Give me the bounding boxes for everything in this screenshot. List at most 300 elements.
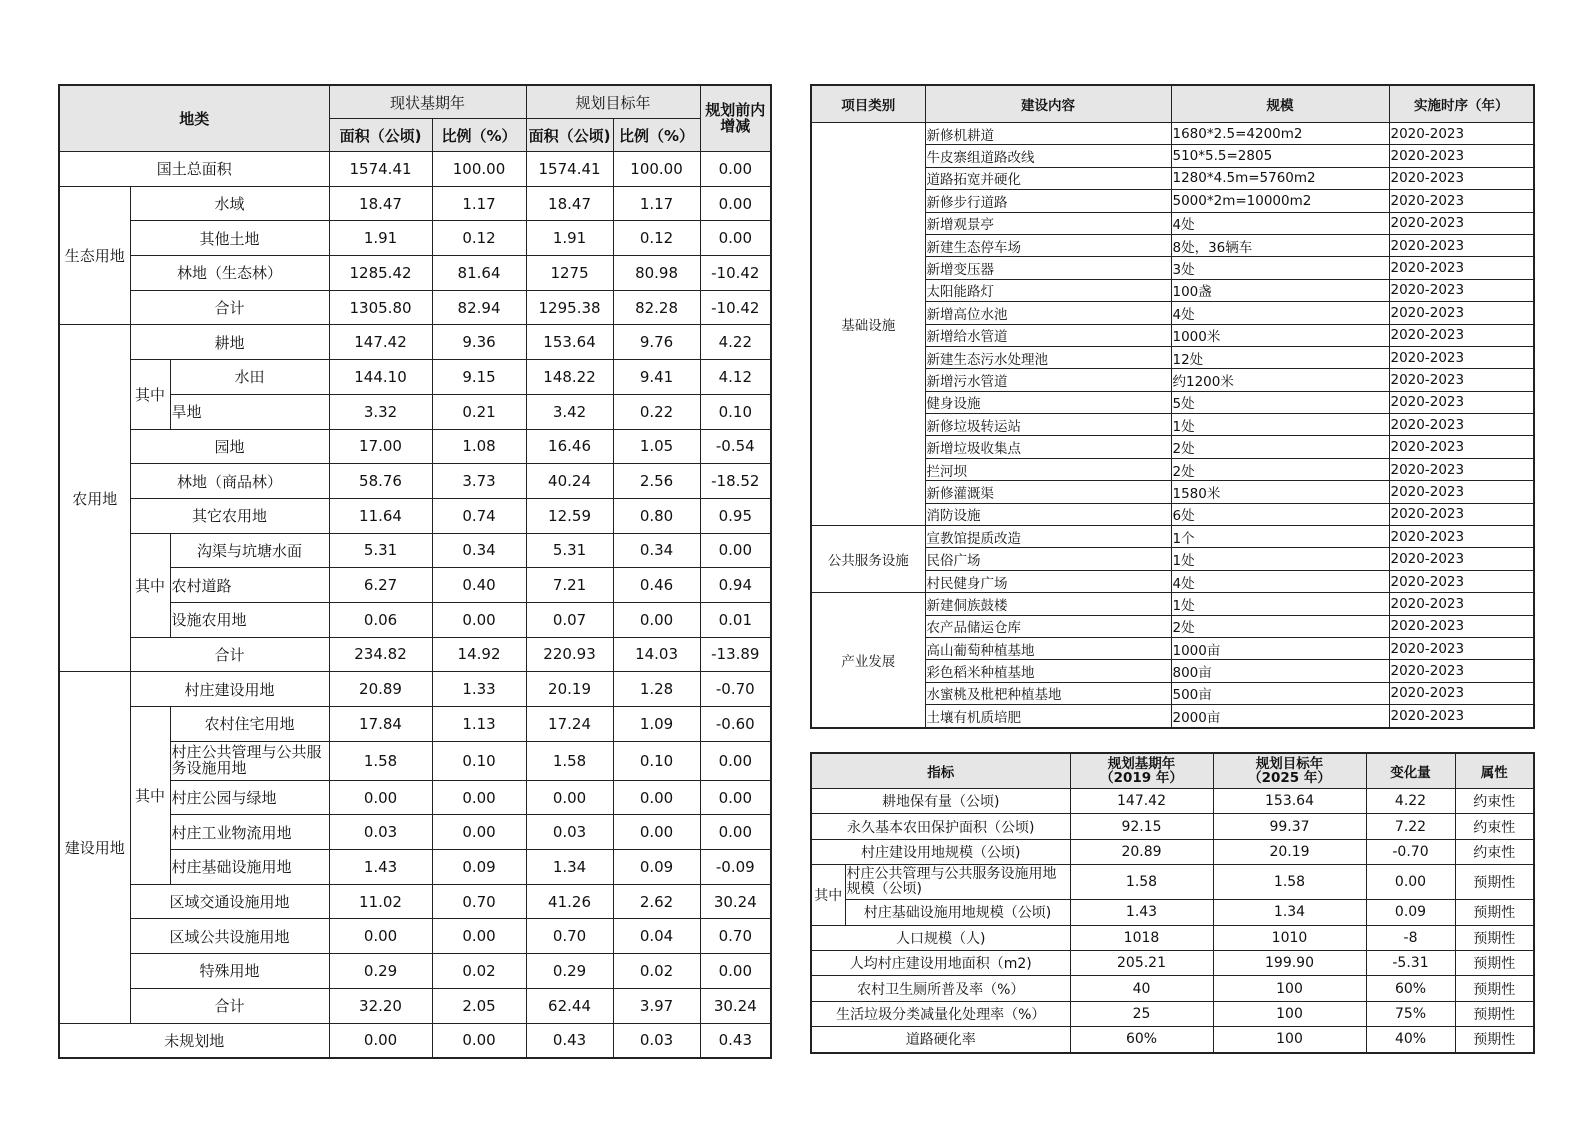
- project-content: 新修垃圾转运站: [925, 414, 1171, 436]
- cell: -10.42: [700, 256, 771, 291]
- project-schedule: 2020-2023: [1389, 436, 1534, 458]
- project-schedule: 2020-2023: [1389, 212, 1534, 234]
- cell: 0.21: [432, 394, 526, 429]
- row-label: 村庄建设用地: [130, 672, 329, 707]
- row-label: 农村住宅用地: [170, 707, 329, 742]
- project-scale: 1个: [1171, 526, 1389, 548]
- project-category-header: 项目类别: [811, 85, 925, 123]
- project-scale: 500亩: [1171, 682, 1389, 704]
- attribute-value: 预期性: [1455, 900, 1534, 925]
- project-schedule: 2020-2023: [1389, 346, 1534, 368]
- cell: 0.02: [613, 954, 700, 989]
- cell: 1.33: [432, 672, 526, 707]
- change-value: -5.31: [1366, 950, 1455, 975]
- project-content: 新增给水管道: [925, 324, 1171, 346]
- cell: 0.00: [526, 780, 613, 815]
- project-content: 新建生态污水处理池: [925, 346, 1171, 368]
- target-year-line1: 规划目标年: [1255, 755, 1324, 772]
- project-schedule: 2020-2023: [1389, 167, 1534, 189]
- indicator-label: 永久基本农田保护面积（公顷): [811, 814, 1070, 839]
- project-schedule: 2020-2023: [1389, 660, 1534, 682]
- table-row: [59, 221, 771, 256]
- cell: 81.64: [432, 256, 526, 291]
- cell: 0.00: [700, 186, 771, 221]
- cell: 9.76: [613, 325, 700, 360]
- project-content: 宣教馆提质改造: [925, 526, 1171, 548]
- project-content: 高山葡萄种植基地: [925, 637, 1171, 659]
- change-value: 60%: [1366, 976, 1455, 1001]
- indicator-row: [811, 1027, 1534, 1053]
- row-label: 水域: [130, 186, 329, 221]
- area-header: 面积（公顷): [329, 119, 432, 152]
- project-schedule: 2020-2023: [1389, 503, 1534, 525]
- cell: 1.09: [613, 707, 700, 742]
- cell: 0.00: [432, 780, 526, 815]
- project-schedule: 2020-2023: [1389, 302, 1534, 324]
- cell: 0.00: [432, 919, 526, 954]
- group-label: 生态用地: [59, 186, 130, 325]
- project-content: 新增垃圾收集点: [925, 436, 1171, 458]
- cell: 0.10: [432, 741, 526, 780]
- table-row: [59, 429, 771, 464]
- cell: -0.60: [700, 707, 771, 742]
- project-scale: 1280*4.5m=5760m2: [1171, 167, 1389, 189]
- cell: 3.32: [329, 394, 432, 429]
- indicator-label: 道路硬化率: [811, 1027, 1070, 1053]
- table-row: [59, 672, 771, 707]
- cell: 0.00: [329, 1023, 432, 1058]
- cell: 0.03: [613, 1023, 700, 1058]
- table-row: [59, 707, 771, 742]
- group-label: 建设用地: [59, 672, 130, 1023]
- project-schedule: 2020-2023: [1389, 615, 1534, 637]
- category-header: 地类: [59, 85, 329, 152]
- cell: 62.44: [526, 988, 613, 1023]
- table-row: [59, 533, 771, 568]
- cell: 58.76: [329, 464, 432, 499]
- content-header: 建设内容: [925, 85, 1171, 123]
- target-value: 99.37: [1213, 814, 1366, 839]
- change-value: 7.22: [1366, 814, 1455, 839]
- project-scale: 2处: [1171, 436, 1389, 458]
- scale-header: 规模: [1171, 85, 1389, 123]
- indicator-label: 生活垃圾分类减量化处理率（%）: [811, 1001, 1070, 1026]
- table-row: [59, 988, 771, 1023]
- indicator-label: 村庄公共管理与公共服务设施用地规模（公顷): [845, 865, 1070, 900]
- cell: 30.24: [700, 884, 771, 919]
- table-row: [59, 498, 771, 533]
- cell: 80.98: [613, 256, 700, 291]
- target-year-header: [1213, 753, 1366, 789]
- change-value: 4.22: [1366, 789, 1455, 814]
- project-content: 彩色稻米种植基地: [925, 660, 1171, 682]
- project-content: 村民健身广场: [925, 570, 1171, 592]
- cell: 0.12: [613, 221, 700, 256]
- cell: 0.12: [432, 221, 526, 256]
- cell: 1.91: [526, 221, 613, 256]
- project-scale: 5000*2m=10000m2: [1171, 190, 1389, 212]
- row-label: 水田: [170, 360, 329, 395]
- project-content: 水蜜桃及枇杷种植基地: [925, 682, 1171, 704]
- cell: 100.00: [613, 152, 700, 187]
- change-value: 40%: [1366, 1027, 1455, 1053]
- project-content: 新增观景亭: [925, 212, 1171, 234]
- cell: 0.00: [432, 602, 526, 637]
- cell: 2.62: [613, 884, 700, 919]
- among-label: 其中: [130, 707, 170, 885]
- cell: 148.22: [526, 360, 613, 395]
- attribute-value: 预期性: [1455, 1001, 1534, 1026]
- change-value: 0.09: [1366, 900, 1455, 925]
- attribute-value: 约束性: [1455, 839, 1534, 864]
- cell: 1574.41: [526, 152, 613, 187]
- target-value: 20.19: [1213, 839, 1366, 864]
- cell: 153.64: [526, 325, 613, 360]
- target-value: 100: [1213, 976, 1366, 1001]
- row-label: 村庄工业物流用地: [170, 815, 329, 850]
- row-label: 其他土地: [130, 221, 329, 256]
- target-value: 1.34: [1213, 900, 1366, 925]
- cell: 6.27: [329, 568, 432, 603]
- cell: 11.02: [329, 884, 432, 919]
- project-content: 新修灌溉渠: [925, 481, 1171, 503]
- project-schedule: 2020-2023: [1389, 548, 1534, 570]
- project-scale: 8处，36辆车: [1171, 234, 1389, 256]
- project-content: 道路拓宽并硬化: [925, 167, 1171, 189]
- project-scale: 1680*2.5=4200m2: [1171, 123, 1389, 145]
- cell: 0.00: [613, 602, 700, 637]
- row-label: 未规划地: [59, 1023, 329, 1058]
- project-scale: 5处: [1171, 391, 1389, 413]
- base-value: 147.42: [1070, 789, 1213, 814]
- project-schedule: 2020-2023: [1389, 414, 1534, 436]
- project-content: 农产品储运仓库: [925, 615, 1171, 637]
- project-scale: 6处: [1171, 503, 1389, 525]
- row-label: 村庄公共管理与公共服务设施用地: [170, 741, 329, 780]
- project-scale: 1处: [1171, 548, 1389, 570]
- base-value: 20.89: [1070, 839, 1213, 864]
- cell: 7.21: [526, 568, 613, 603]
- target-value: 1010: [1213, 925, 1366, 950]
- indicator-label: 人口规模（人): [811, 925, 1070, 950]
- project-schedule: 2020-2023: [1389, 682, 1534, 704]
- cell: 9.41: [613, 360, 700, 395]
- row-label: 其它农用地: [130, 498, 329, 533]
- table-row: [59, 186, 771, 221]
- row-label: 村庄公园与绿地: [170, 780, 329, 815]
- indicator-label: 人均村庄建设用地面积（m2): [811, 950, 1070, 975]
- row-label: 区域交通设施用地: [130, 884, 329, 919]
- project-table: [810, 84, 1535, 729]
- target-year-line2: （2025 年）: [1248, 770, 1331, 786]
- cell: 0.00: [700, 152, 771, 187]
- cell: 14.92: [432, 637, 526, 672]
- cell: 0.03: [526, 815, 613, 850]
- attribute-value: 预期性: [1455, 925, 1534, 950]
- cell: 9.36: [432, 325, 526, 360]
- group-label: 农用地: [59, 325, 130, 672]
- cell: 41.26: [526, 884, 613, 919]
- cell: 82.28: [613, 290, 700, 325]
- row-label: 区域公共设施用地: [130, 919, 329, 954]
- project-scale: 约1200米: [1171, 369, 1389, 391]
- project-scale: 800亩: [1171, 660, 1389, 682]
- cell: 1.58: [329, 741, 432, 780]
- project-scale: 12处: [1171, 346, 1389, 368]
- cell: 5.31: [526, 533, 613, 568]
- project-schedule: 2020-2023: [1389, 324, 1534, 346]
- project-scale: 1580米: [1171, 481, 1389, 503]
- cell: 82.94: [432, 290, 526, 325]
- project-content: 土壤有机质培肥: [925, 705, 1171, 728]
- project-schedule: 2020-2023: [1389, 705, 1534, 728]
- project-scale: 1处: [1171, 414, 1389, 436]
- table-row: [59, 290, 771, 325]
- cell: 40.24: [526, 464, 613, 499]
- cell: 14.03: [613, 637, 700, 672]
- cell: 0.40: [432, 568, 526, 603]
- project-content: 新增污水管道: [925, 369, 1171, 391]
- cell: 0.74: [432, 498, 526, 533]
- table-row: [59, 954, 771, 989]
- cell: 0.00: [613, 780, 700, 815]
- row-label: 村庄基础设施用地: [170, 850, 329, 885]
- row-label: 合计: [130, 290, 329, 325]
- cell: 0.00: [432, 815, 526, 850]
- cell: 4.22: [700, 325, 771, 360]
- base-value: 92.15: [1070, 814, 1213, 839]
- indicator-label: 村庄基础设施用地规模（公顷): [845, 900, 1070, 925]
- indicator-row: [811, 950, 1534, 975]
- cell: 2.56: [613, 464, 700, 499]
- cell: 3.73: [432, 464, 526, 499]
- cell: 0.29: [526, 954, 613, 989]
- attribute-header: 属性: [1455, 753, 1534, 789]
- project-row: [811, 123, 1534, 145]
- project-category: 基础设施: [811, 123, 925, 526]
- cell: 0.94: [700, 568, 771, 603]
- cell: 1.91: [329, 221, 432, 256]
- project-content: 太阳能路灯: [925, 279, 1171, 301]
- cell: 0.09: [613, 850, 700, 885]
- base-year-header: [1070, 753, 1213, 789]
- cell: 234.82: [329, 637, 432, 672]
- row-label: 旱地: [170, 394, 329, 429]
- project-scale: 2处: [1171, 458, 1389, 480]
- project-content: 民俗广场: [925, 548, 1171, 570]
- base-year-line1: 规划基期年: [1107, 755, 1176, 772]
- row-label: 合计: [130, 988, 329, 1023]
- row-label: 园地: [130, 429, 329, 464]
- cell: 0.00: [613, 815, 700, 850]
- row-label: 农村道路: [170, 568, 329, 603]
- project-scale: 4处: [1171, 212, 1389, 234]
- cell: -18.52: [700, 464, 771, 499]
- cell: 0.09: [432, 850, 526, 885]
- cell: 11.64: [329, 498, 432, 533]
- cell: 3.42: [526, 394, 613, 429]
- cell: 1295.38: [526, 290, 613, 325]
- cell: 0.00: [700, 741, 771, 780]
- cell: 0.34: [613, 533, 700, 568]
- project-schedule: 2020-2023: [1389, 279, 1534, 301]
- cell: 0.95: [700, 498, 771, 533]
- base-value: 1.58: [1070, 865, 1213, 900]
- cell: 32.20: [329, 988, 432, 1023]
- cell: 17.00: [329, 429, 432, 464]
- cell: 16.46: [526, 429, 613, 464]
- project-scale: 2处: [1171, 615, 1389, 637]
- cell: 20.89: [329, 672, 432, 707]
- cell: 1.17: [613, 186, 700, 221]
- table-row: [59, 256, 771, 291]
- project-scale: 510*5.5=2805: [1171, 145, 1389, 167]
- base-value: 205.21: [1070, 950, 1213, 975]
- cell: 100.00: [432, 152, 526, 187]
- cell: 18.47: [329, 186, 432, 221]
- project-content: 新修机耕道: [925, 123, 1171, 145]
- table-row: [59, 637, 771, 672]
- project-scale: 2000亩: [1171, 705, 1389, 728]
- project-schedule: 2020-2023: [1389, 481, 1534, 503]
- project-scale: 4处: [1171, 570, 1389, 592]
- base-year-line2: （2019 年）: [1100, 770, 1183, 786]
- cell: 0.07: [526, 602, 613, 637]
- project-schedule: 2020-2023: [1389, 234, 1534, 256]
- cell: 1275: [526, 256, 613, 291]
- cell: 2.05: [432, 988, 526, 1023]
- cell: -0.70: [700, 672, 771, 707]
- project-scale: 100盏: [1171, 279, 1389, 301]
- cell: 0.00: [329, 919, 432, 954]
- project-content: 消防设施: [925, 503, 1171, 525]
- among-label: 其中: [130, 533, 170, 637]
- area-header: 面积（公顷): [526, 119, 613, 152]
- row-label: 特殊用地: [130, 954, 329, 989]
- project-schedule: 2020-2023: [1389, 145, 1534, 167]
- cell: 1.08: [432, 429, 526, 464]
- project-content: 新建侗族鼓楼: [925, 593, 1171, 615]
- cell: 1.34: [526, 850, 613, 885]
- indicator-row: [811, 839, 1534, 864]
- indicator-row: [811, 976, 1534, 1001]
- cell: 147.42: [329, 325, 432, 360]
- cell: 0.43: [526, 1023, 613, 1058]
- cell: 0.00: [432, 1023, 526, 1058]
- cell: 30.24: [700, 988, 771, 1023]
- cell: 0.02: [432, 954, 526, 989]
- cell: 0.10: [700, 394, 771, 429]
- cell: -0.54: [700, 429, 771, 464]
- base-value: 25: [1070, 1001, 1213, 1026]
- cell: 1305.80: [329, 290, 432, 325]
- cell: 0.46: [613, 568, 700, 603]
- cell: 1.58: [526, 741, 613, 780]
- cell: 12.59: [526, 498, 613, 533]
- indicator-row: [811, 1001, 1534, 1026]
- among-label: 其中: [811, 865, 845, 925]
- indicator-row: [811, 900, 1534, 925]
- cell: 0.43: [700, 1023, 771, 1058]
- cell: 0.70: [526, 919, 613, 954]
- attribute-value: 预期性: [1455, 976, 1534, 1001]
- cell: 1.13: [432, 707, 526, 742]
- project-schedule: 2020-2023: [1389, 391, 1534, 413]
- indicator-label: 耕地保有量（公顷): [811, 789, 1070, 814]
- table-row: [59, 360, 771, 395]
- indicator-header: 指标: [811, 753, 1070, 789]
- cell: 0.03: [329, 815, 432, 850]
- land-use-table: [58, 84, 772, 1059]
- change-value: -0.70: [1366, 839, 1455, 864]
- row-label: 沟渠与坑塘水面: [170, 533, 329, 568]
- cell: 0.00: [700, 954, 771, 989]
- change-value: 0.00: [1366, 865, 1455, 900]
- cell: 1.43: [329, 850, 432, 885]
- cell: 220.93: [526, 637, 613, 672]
- project-category: 公共服务设施: [811, 526, 925, 593]
- project-schedule: 2020-2023: [1389, 123, 1534, 145]
- cell: 3.97: [613, 988, 700, 1023]
- cell: 0.10: [613, 741, 700, 780]
- base-value: 1.43: [1070, 900, 1213, 925]
- cell: 17.84: [329, 707, 432, 742]
- table-row: [59, 884, 771, 919]
- project-content: 新增变压器: [925, 257, 1171, 279]
- indicator-label: 农村卫生厕所普及率（%）: [811, 976, 1070, 1001]
- project-schedule: 2020-2023: [1389, 593, 1534, 615]
- cell: -0.09: [700, 850, 771, 885]
- target-value: 100: [1213, 1027, 1366, 1053]
- cell: 0.00: [329, 780, 432, 815]
- cell: 1.05: [613, 429, 700, 464]
- cell: 1285.42: [329, 256, 432, 291]
- cell: 0.04: [613, 919, 700, 954]
- cell: 0.34: [432, 533, 526, 568]
- cell: 4.12: [700, 360, 771, 395]
- project-scale: 1000米: [1171, 324, 1389, 346]
- cell: 144.10: [329, 360, 432, 395]
- target-value: 100: [1213, 1001, 1366, 1026]
- project-schedule: 2020-2023: [1389, 637, 1534, 659]
- row-label: 国土总面积: [59, 152, 329, 187]
- cell: 1574.41: [329, 152, 432, 187]
- project-content: 牛皮寨组道路改线: [925, 145, 1171, 167]
- cell: 20.19: [526, 672, 613, 707]
- row-label: 林地（生态林）: [130, 256, 329, 291]
- cell: 1.17: [432, 186, 526, 221]
- base-year-header: 现状基期年: [329, 85, 526, 119]
- project-content: 新增高位水池: [925, 302, 1171, 324]
- project-schedule: 2020-2023: [1389, 257, 1534, 279]
- project-content: 新建生态停车场: [925, 234, 1171, 256]
- project-scale: 4处: [1171, 302, 1389, 324]
- cell: 0.70: [700, 919, 771, 954]
- cell: 0.00: [700, 815, 771, 850]
- project-row: [811, 593, 1534, 615]
- cell: -10.42: [700, 290, 771, 325]
- project-scale: 1处: [1171, 593, 1389, 615]
- base-value: 40: [1070, 976, 1213, 1001]
- target-value: 1.58: [1213, 865, 1366, 900]
- project-row: [811, 526, 1534, 548]
- row-label: 设施农用地: [170, 602, 329, 637]
- attribute-value: 预期性: [1455, 865, 1534, 900]
- project-content: 新修步行道路: [925, 190, 1171, 212]
- change-value: -8: [1366, 925, 1455, 950]
- table-row: [59, 325, 771, 360]
- cell: 0.00: [700, 533, 771, 568]
